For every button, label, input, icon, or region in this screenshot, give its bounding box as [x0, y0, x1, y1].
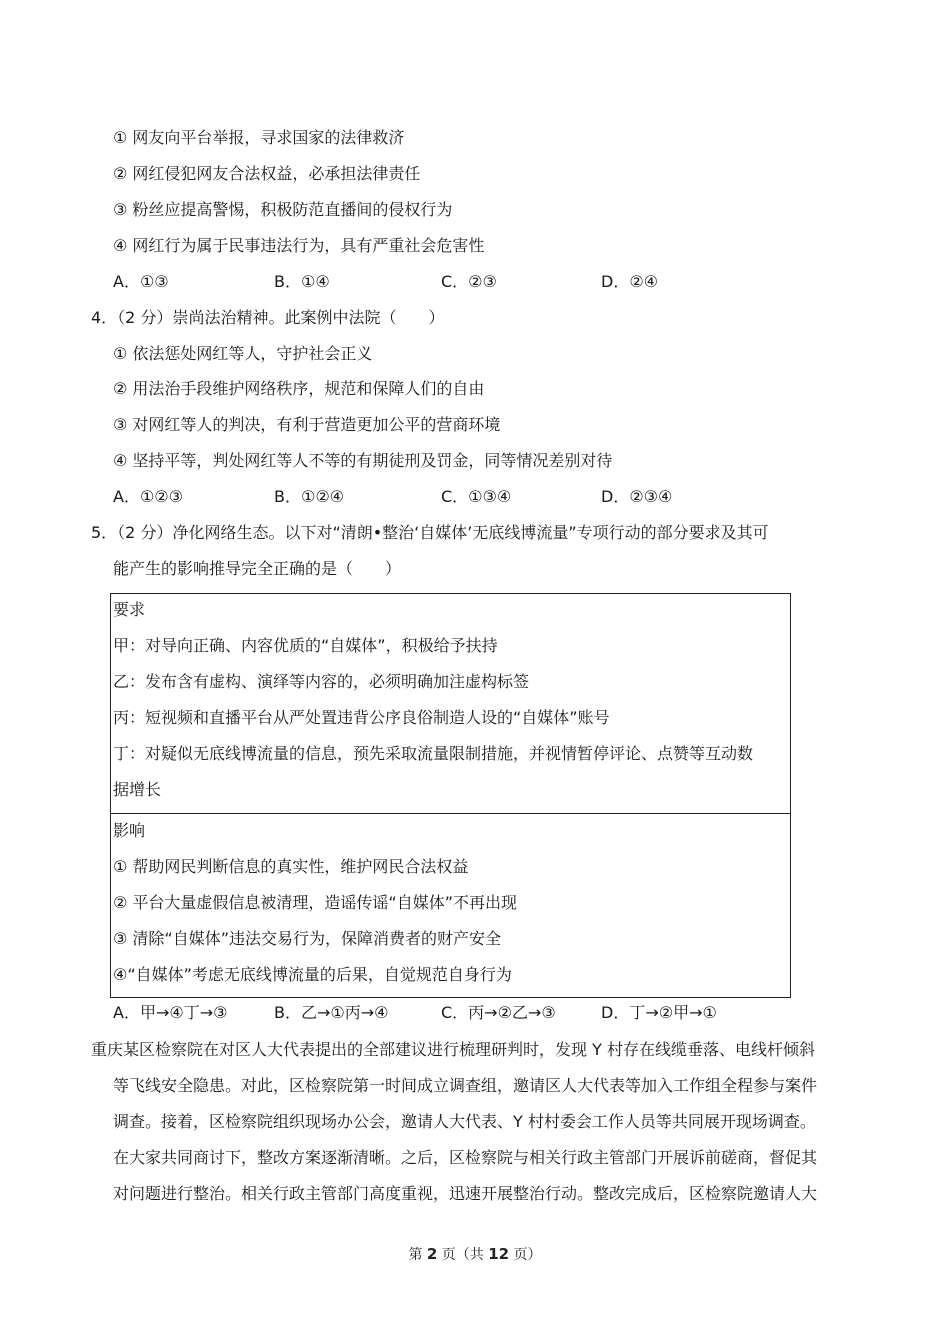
q5-table-req-header: 要求: [113, 600, 146, 619]
q5-table-req-jia: 甲：对导向正确、内容优质的“自媒体”，积极给予扶持: [113, 636, 498, 655]
footer-page-number: 2: [426, 1245, 438, 1263]
q5-table-eff-header: 影响: [113, 821, 146, 840]
q5-table-eff-1: ① 帮助网民判断信息的真实性，维护网民合法权益: [113, 857, 469, 876]
q3-item-2: ② 网红侵犯网友合法权益，必承担法律责任: [113, 164, 421, 183]
q5-option-d: D．丁→②甲→①: [601, 1003, 717, 1022]
q5-stem-line1: 5．（2 分）净化网络生态。以下对“清朗•整治‘自媒体’无底线博流量”专项行动的部分要求及其可: [91, 523, 769, 542]
q3-item-4: ④ 网红行为属于民事违法行为，具有严重社会危害性: [113, 236, 485, 255]
q5-table-eff-4: ④“自媒体”考虑无底线博流量的后果，自觉规范自身行为: [113, 965, 512, 984]
q4-option-c: C．①③④: [441, 487, 512, 506]
q5-stem-line2: 能产生的影响推导完全正确的是（ ）: [113, 559, 402, 578]
q4-option-b: B．①②④: [274, 487, 345, 506]
q3-option-b: B．①④: [274, 272, 330, 291]
q3-option-c: C．②③: [441, 272, 497, 291]
material-line-4: 在大家共同商讨下，整改方案逐渐清晰。之后，区检察院与相关行政主管部门开展诉前磋商，督促其: [113, 1148, 818, 1167]
q4-option-d: D．②③④: [601, 487, 673, 506]
q4-stem: 4．（2 分）崇尚法治精神。此案例中法院（ ）: [91, 308, 445, 327]
q5-table-requirements-cell: [110, 593, 791, 814]
q4-item-2: ② 用法治手段维护网络秩序，规范和保障人们的自由: [113, 379, 485, 398]
q3-option-d: D．②④: [601, 272, 659, 291]
q5-option-c: C．丙→②乙→③: [441, 1003, 556, 1022]
q4-item-1: ① 依法惩处网红等人，守护社会正义: [113, 344, 373, 363]
q3-option-a: A．①③: [113, 272, 169, 291]
q5-option-b: B．乙→①丙→④: [274, 1003, 389, 1022]
q5-table-eff-2: ② 平台大量虚假信息被清理，造谣传谣“自媒体”不再出现: [113, 893, 518, 912]
material-line-2: 等飞线安全隐患。对此，区检察院第一时间成立调查组，邀请区人大代表等加入工作组全程参与案件: [113, 1076, 818, 1095]
footer-prefix: 第: [408, 1247, 427, 1263]
q5-table-req-ding-cont: 据增长: [113, 780, 162, 799]
page-footer: [0, 1244, 950, 1264]
footer-suffix: 页）: [509, 1247, 542, 1263]
material-line-1: 重庆某区检察院在对区人大代表提出的全部建议进行梳理研判时，发现 Y 村存在线缆垂落、电线杆倾斜: [91, 1040, 815, 1059]
q5-table-req-ding: 丁：对疑似无底线博流量的信息，预先采取流量限制措施，并视情暂停评论、点赞等互动数: [113, 744, 754, 763]
material-line-5: 对问题进行整治。相关行政主管部门高度重视，迅速开展整治行动。整改完成后，区检察院邀请人大: [113, 1184, 818, 1203]
q3-item-3: ③ 粉丝应提高警惕，积极防范直播间的侵权行为: [113, 200, 453, 219]
footer-total-pages: 12: [488, 1245, 510, 1263]
q5-option-a: A．甲→④丁→③: [113, 1003, 228, 1022]
q5-table-eff-3: ③ 清除“自媒体”违法交易行为，保障消费者的财产安全: [113, 929, 502, 948]
q5-table-req-bing: 丙：短视频和直播平台从严处置违背公序良俗制造人设的“自媒体”账号: [113, 708, 610, 727]
q4-option-a: A．①②③: [113, 487, 183, 506]
q4-item-3: ③ 对网红等人的判决，有利于营造更加公平的营商环境: [113, 415, 501, 434]
footer-middle: 页（共: [437, 1247, 489, 1263]
material-line-3: 调查。接着，区检察院组织现场办公会，邀请人大代表、Y 村村委会工作人员等共同展开现场调查。: [113, 1112, 816, 1131]
q4-item-4: ④ 坚持平等，判处网红等人不等的有期徒刑及罚金，同等情况差别对待: [113, 451, 613, 470]
q3-item-1: ① 网友向平台举报，寻求国家的法律救济: [113, 128, 405, 147]
q5-table-req-yi: 乙：发布含有虚构、演绎等内容的，必须明确加注虚构标签: [113, 672, 530, 691]
